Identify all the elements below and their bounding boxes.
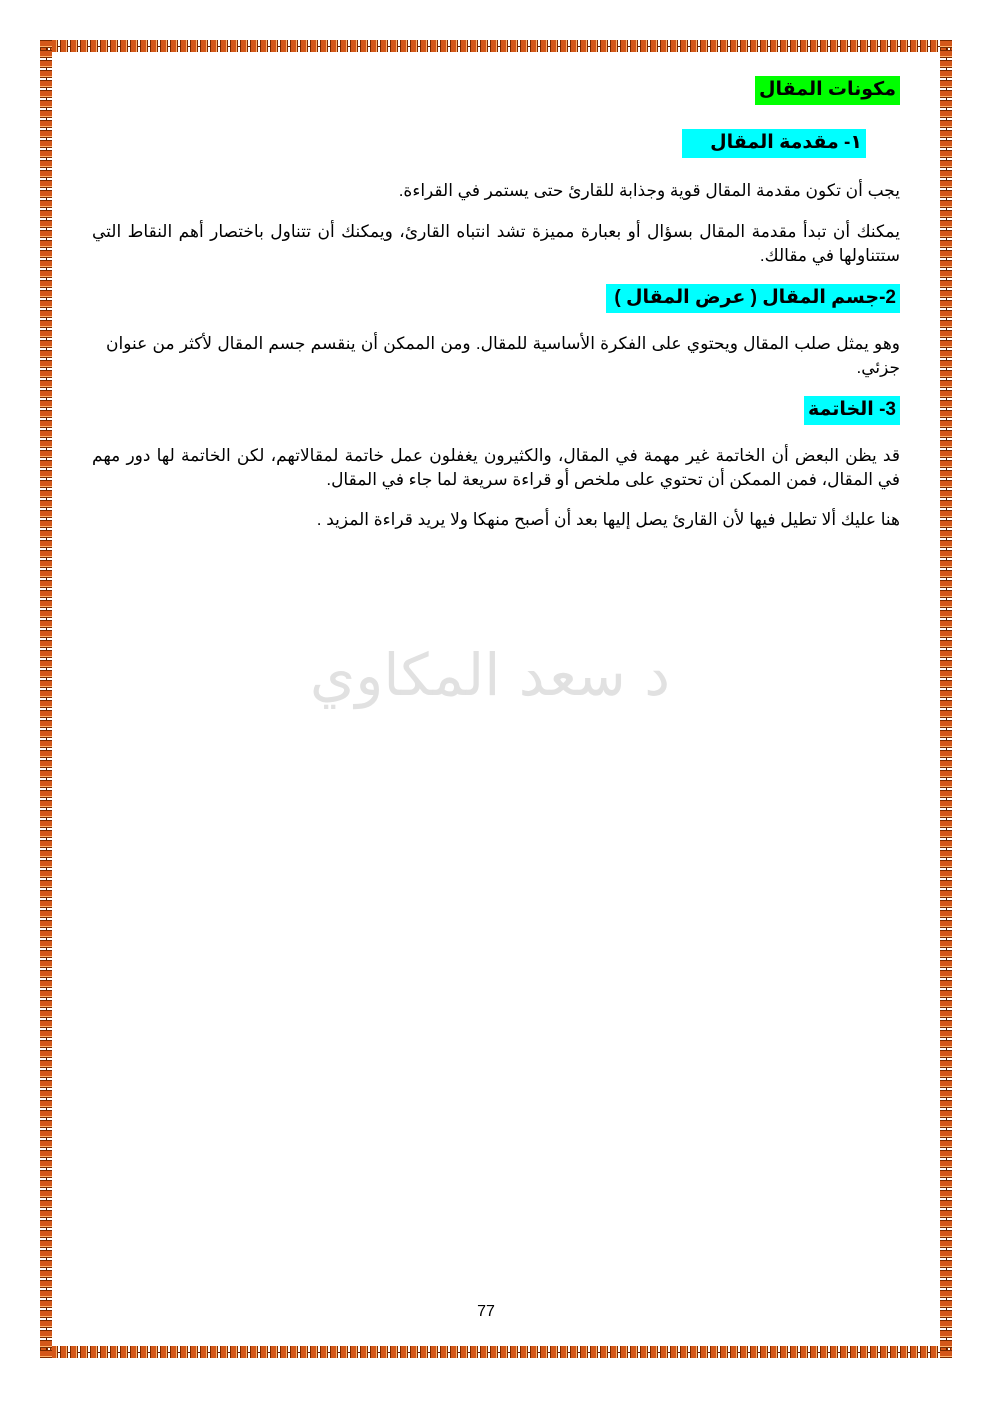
page-border-top bbox=[40, 40, 952, 52]
section-body-title: 2-جسم المقال ( عرض المقال ) bbox=[606, 284, 900, 313]
section-intro-paragraph-2: يمكنك أن تبدأ مقدمة المقال بسؤال أو بعبارة مميزة تشد انتباه القارئ، ويمكنك أن تتناول باختصار أهم النقاط التي ستتناولها في مقالك. bbox=[92, 222, 900, 265]
section-intro-title: ١- مقدمة المقال bbox=[682, 129, 866, 158]
section-conclusion-heading-row bbox=[92, 396, 900, 425]
section-body-heading-row bbox=[92, 284, 900, 313]
page-border-bottom bbox=[40, 1346, 952, 1358]
section-conclusion-title: 3- الخاتمة bbox=[804, 396, 900, 425]
page-border-left bbox=[40, 40, 52, 1358]
page-number: 77 bbox=[477, 1303, 495, 1320]
main-heading: مكونات المقال bbox=[755, 76, 900, 105]
document-body bbox=[92, 76, 900, 532]
section-conclusion-paragraph-2: هنا عليك ألا تطيل فيها لأن القارئ يصل إليها بعد أن أصبح منهكا ولا يريد قراءة المزيد . bbox=[316, 510, 900, 529]
section-body-paragraph-1: وهو يمثل صلب المقال ويحتوي على الفكرة الأساسية للمقال. ومن الممكن أن ينقسم جسم المقال لأكثر من عنوان جزئي. bbox=[106, 334, 900, 377]
section-intro-paragraph-1: يجب أن تكون مقدمة المقال قوية وجذابة للقارئ حتى يستمر في القراءة. bbox=[398, 181, 900, 200]
main-heading-row bbox=[92, 76, 900, 116]
section-intro-heading-row bbox=[92, 129, 900, 158]
author-watermark: د سعد المكاوي bbox=[309, 641, 671, 709]
section-conclusion-paragraph-1: قد يظن البعض أن الخاتمة غير مهمة في المقال، والكثيرون يغفلون عمل خاتمة لمقالاتهم، لكن الخاتمة لها دور مهم في المقال، فمن الممكن أن تحتوي على ملخص أو قراءة سريعة لما جاء في المقال. bbox=[92, 446, 900, 489]
page-border-right bbox=[940, 40, 952, 1358]
